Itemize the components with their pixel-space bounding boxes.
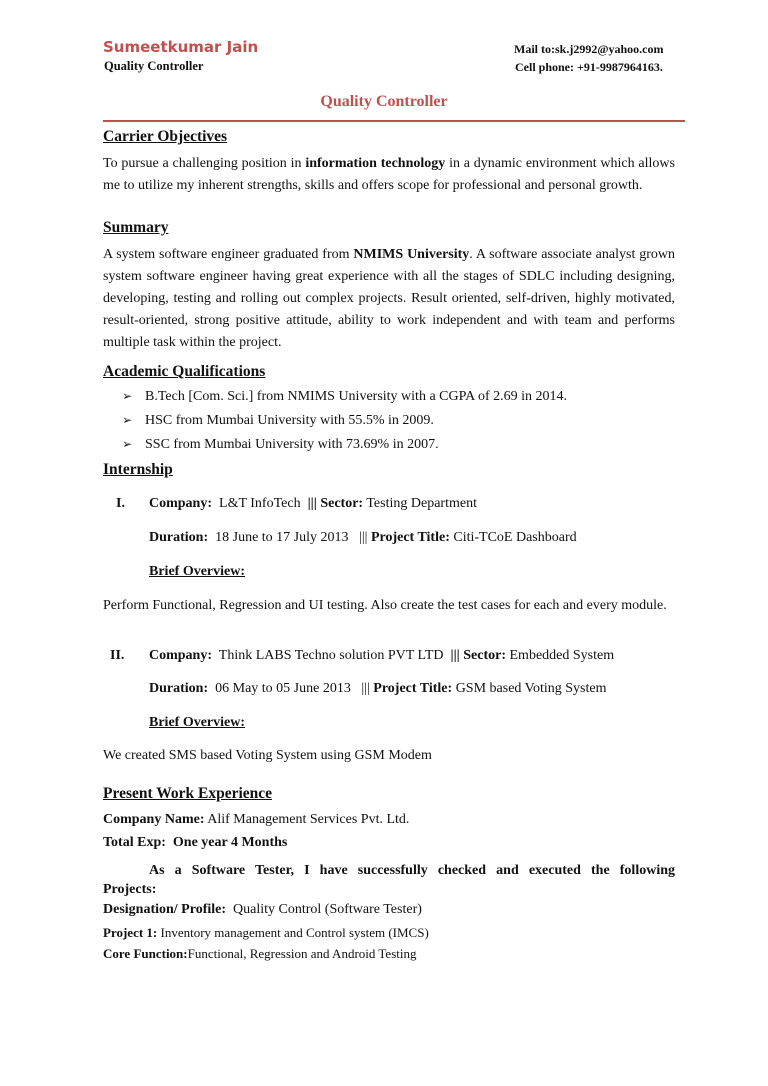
arrow-bullet-icon: ➢ [122,413,133,427]
internship-company-line: Company: L&T InfoTech ||| Sector: Testing Department [149,496,477,511]
brief-overview-label: Brief Overview: [149,715,246,730]
work-experience-line: Total Exp: One year 4 Months [103,835,288,850]
internship-duration-line: Duration: 18 June to 17 July 2013 ||| Project Title: Citi-TCoE Dashboard [149,530,577,545]
internship-company-line: Company: Think LABS Techno solution PVT LTD ||| Sector: Embedded System [149,648,615,663]
work-heading: Present Work Experience [103,785,273,802]
summary-heading: Summary [103,219,169,236]
contact-phone: Cell phone: +91-9987964163. [515,60,663,74]
academics-heading: Academic Qualifications [103,363,266,380]
academic-item: ➢ SSC from Mumbai University with 73.69% in 2007. [122,437,439,452]
candidate-name: Sumeetkumar Jain [103,38,259,56]
work-projects-label: Projects: [103,882,157,897]
work-company-line: Company Name: Alif Management Services Pvt. Ltd. [103,812,410,827]
work-projects-intro: As a Software Tester, I have successfully checked and executed the following [149,863,675,878]
academic-item: ➢ B.Tech [Com. Sci.] from NMIMS University with a CGPA of 2.69 in 2014. [122,389,567,404]
header-divider [103,120,685,122]
internship-numeral: I. [116,496,125,511]
brief-overview-label: Brief Overview: [149,564,246,579]
internship-heading: Internship [103,461,173,478]
internship-duration-line: Duration: 06 May to 05 June 2013 ||| Project Title: GSM based Voting System [149,681,607,696]
candidate-role: Quality Controller [104,59,204,73]
summary-text: A system software engineer graduated from NMIMS University. A software associate analyst grown system software engineer having great experience with all the stages of SDLC including designing, developing, testing and rolling out complex projects. Result oriented, self-driven, highly motivated, result-oriented, strong positive attitude, ability to work independent and with team and performs multiple task within the project. [103,247,675,350]
contact-email: Mail to:sk.j2992@yahoo.com [514,42,664,56]
arrow-bullet-icon: ➢ [122,437,133,451]
objectives-heading: Carrier Objectives [103,128,228,145]
work-project1-line: Project 1: Inventory management and Control system (IMCS) [103,925,429,940]
internship-numeral: II. [110,648,125,663]
academic-item: ➢ HSC from Mumbai University with 55.5% in 2009. [122,413,434,428]
internship-overview-text: We created SMS based Voting System using GSM Modem [103,748,432,763]
objectives-text: To pursue a challenging position in information technology in a dynamic environment which allows me to utilize my inherent strengths, skills and offers scope for professional and personal growth. [103,156,675,193]
document-title: Quality Controller [320,93,448,110]
work-designation-line: Designation/ Profile: Quality Control (Software Tester) [103,902,422,917]
arrow-bullet-icon: ➢ [122,389,133,403]
work-core-function-line: Core Function:Functional, Regression and Android Testing [103,946,417,961]
internship-overview-text: Perform Functional, Regression and UI testing. Also create the test cases for each and every module. [103,598,667,613]
